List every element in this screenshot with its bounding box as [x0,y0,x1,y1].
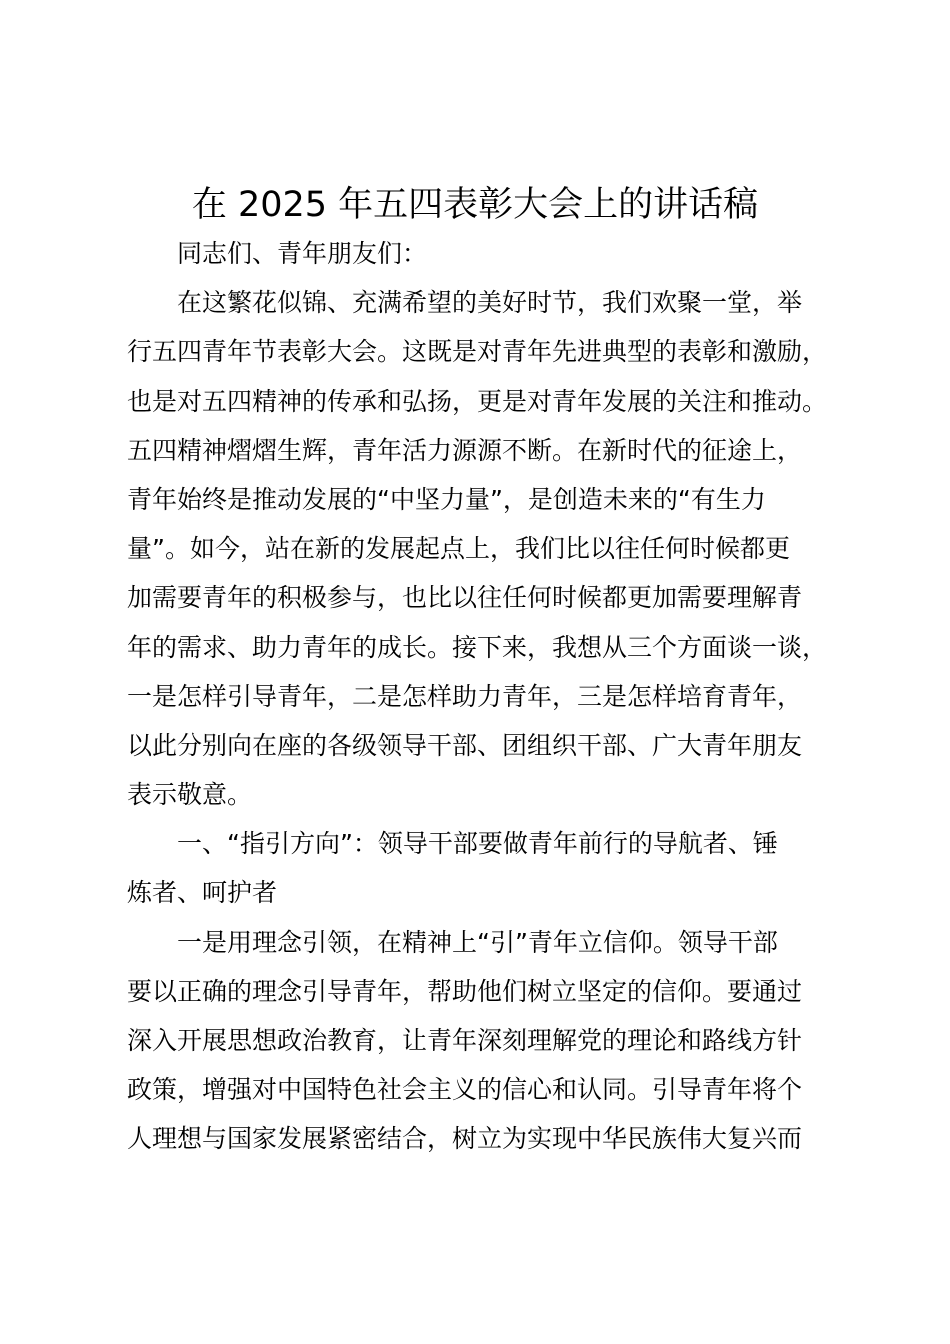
text-line: 一、“指引方向”：领导干部要做青年前行的导航者、锤 [177,829,778,859]
text-line: 炼者、呵护者 [127,878,278,908]
text-line: 人理想与国家发展紧密结合，树立为实现中华民族伟大复兴而 [127,1124,803,1154]
text-line: 一是怎样引导青年，二是怎样助力青年，三是怎样培育青年， [127,681,803,711]
text-line: 年的需求、助力青年的成长。接下来，我想从三个方面谈一谈， [127,632,828,662]
text-line: 五四精神熠熠生辉，青年活力源源不断。在新时代的征途上， [127,435,803,465]
speech-body [127,229,837,1164]
text-line: 以此分别向在座的各级领导干部、团组织干部、广大青年朋友 [127,730,803,760]
text-line: 量”。如今，站在新的发展起点上，我们比以往任何时候都更 [127,534,790,564]
text-line: 行五四青年节表彰大会。这既是对青年先进典型的表彰和激励， [127,337,828,367]
text-line: 加需要青年的积极参与，也比以往任何时候都更加需要理解青 [127,583,803,613]
text-line: 青年始终是推动发展的“中坚力量”，是创造未来的“有生力 [127,484,766,514]
text-line: 在这繁花似锦、充满希望的美好时节，我们欢聚一堂，举 [177,288,803,318]
text-line: 一是用理念引领，在精神上“引”青年立信仰。领导干部 [177,927,778,957]
text-line: 要以正确的理念引导青年，帮助他们树立坚定的信仰。要通过 [127,976,803,1006]
page-title: 在 2025 年五四表彰大会上的讲话稿 [191,185,759,225]
text-line: 政策，增强对中国特色社会主义的信心和认同。引导青年将个 [127,1075,803,1105]
text-line: 也是对五四精神的传承和弘扬，更是对青年发展的关注和推动。 [127,386,828,416]
text-line: 深入开展思想政治教育，让青年深刻理解党的理论和路线方针 [127,1026,803,1055]
text-line: 同志们、青年朋友们： [177,239,428,268]
text-line: 表示敬意。 [127,780,253,810]
